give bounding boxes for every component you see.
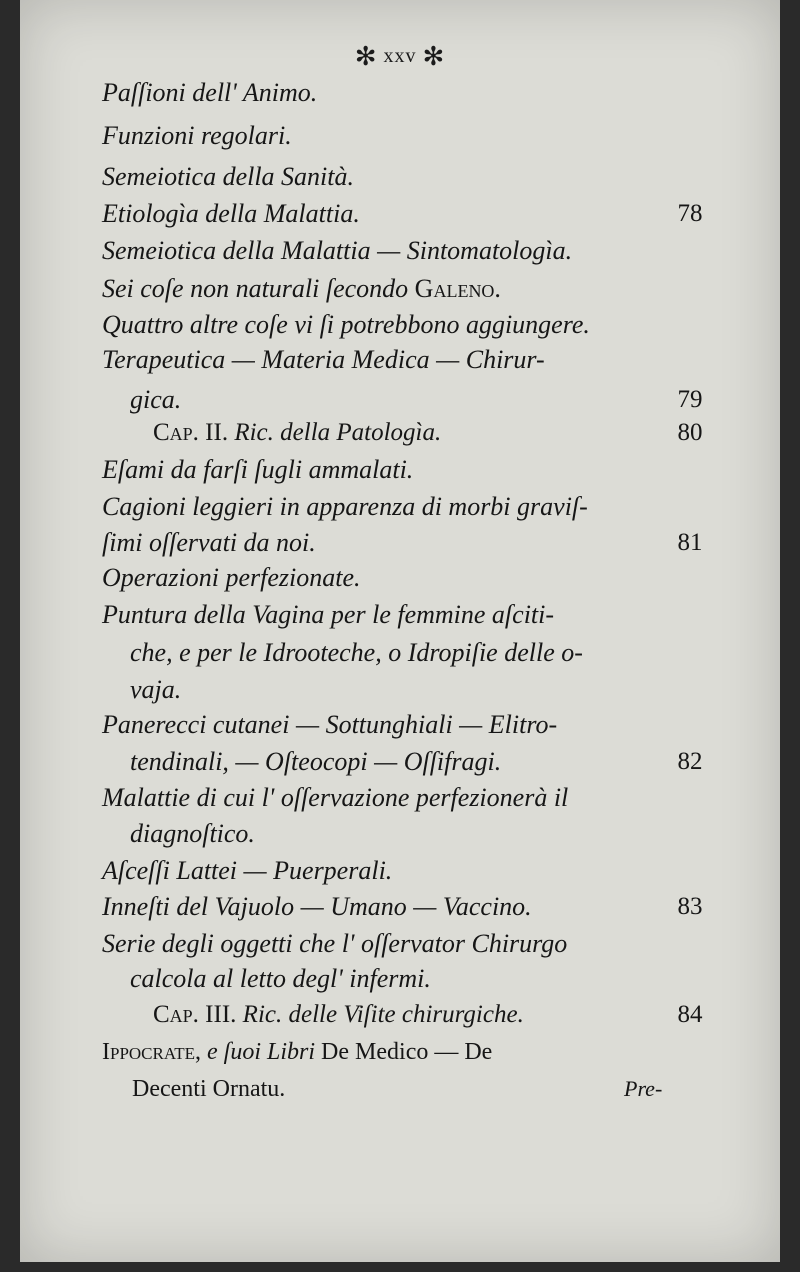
chapter-heading: [153, 418, 441, 448]
toc-entry: diagnoſtico.: [130, 819, 255, 848]
toc-entry: Semeiotica della Malattia — Sintomatologìa.: [102, 236, 573, 265]
toc-entry: Paſſioni dell' Animo.: [102, 78, 318, 107]
toc-entry-text: Sei coſe non naturali ſecondo: [102, 274, 409, 303]
toc-entry: Terapeutica — Materia Medica — Chirur-: [102, 345, 545, 374]
author-name: Galeno.: [414, 274, 501, 303]
chapter-number: Cap. III.: [153, 1001, 237, 1028]
toc-entry: Etiologìa della Malattia.: [102, 199, 360, 228]
toc-entry: Panerecci cutanei — Sottunghiali — Elitro-: [102, 710, 558, 739]
page-header: [20, 42, 780, 72]
toc-entry: Eſami da farſi ſugli ammalati.: [102, 455, 414, 484]
toc-entry: Puntura della Vagina per le femmine aſciti-: [102, 600, 555, 629]
page-number: 78: [677, 200, 703, 227]
toc-entry: Serie degli oggetti che l' oſſervator Chirurgo: [102, 929, 568, 958]
ornament-left-icon: ✻: [354, 42, 378, 71]
toc-entry: Aſceſſi Lattei — Puerperali.: [102, 856, 393, 885]
toc-entry: Decenti Ornatu.: [132, 1076, 286, 1102]
toc-entry: che, e per le Idrooteche, o Idropiſie delle o-: [130, 638, 583, 667]
toc-entry: Semeiotica della Sanità.: [102, 162, 355, 191]
toc-entry: Operazioni perfezionate.: [102, 563, 361, 592]
toc-entry: Malattie di cui l' oſſervazione perfezionerà il: [102, 783, 569, 812]
toc-entry: Cagioni leggieri in apparenza di morbi graviſ-: [102, 492, 588, 521]
page-number: 80: [677, 419, 703, 446]
toc-entry: vaja.: [130, 675, 182, 704]
toc-entry: Funzioni regolari.: [102, 121, 292, 150]
page-number: 83: [677, 893, 703, 920]
toc-entry: tendinali, — Oſteocopi — Oſſifragi.: [130, 747, 502, 776]
catchword: Pre-: [624, 1076, 663, 1101]
page-number: 84: [677, 1001, 703, 1028]
toc-entry: [102, 1037, 492, 1067]
page-number: 82: [677, 748, 703, 775]
page-number: 79: [677, 386, 703, 413]
author-name: Ippocrate,: [102, 1039, 202, 1065]
book-page: [20, 0, 780, 1262]
chapter-title: Ric. della Patologìa.: [234, 419, 442, 446]
toc-entry: ſimi oſſervati da noi.: [102, 528, 316, 557]
toc-entry: Inneſti del Vajuolo — Umano — Vaccino.: [102, 892, 532, 921]
toc-entry: Quattro altre coſe vi ſi potrebbono aggiungere.: [102, 310, 590, 339]
toc-entry: gica.: [130, 385, 182, 414]
chapter-title: Ric. delle Viſite chirurgiche.: [242, 1001, 524, 1028]
chapter-number: Cap. II.: [153, 419, 229, 446]
chapter-heading: [153, 1000, 524, 1030]
ornament-right-icon: ✻: [422, 42, 446, 71]
page-number: 81: [677, 529, 703, 556]
page-numeral: xxv: [383, 45, 417, 67]
work-title: De Medico — De: [321, 1039, 493, 1065]
toc-entry-text: e ſuoi Libri: [207, 1039, 316, 1065]
toc-entry: calcola al letto degl' infermi.: [130, 964, 431, 993]
toc-entry: [102, 274, 672, 304]
